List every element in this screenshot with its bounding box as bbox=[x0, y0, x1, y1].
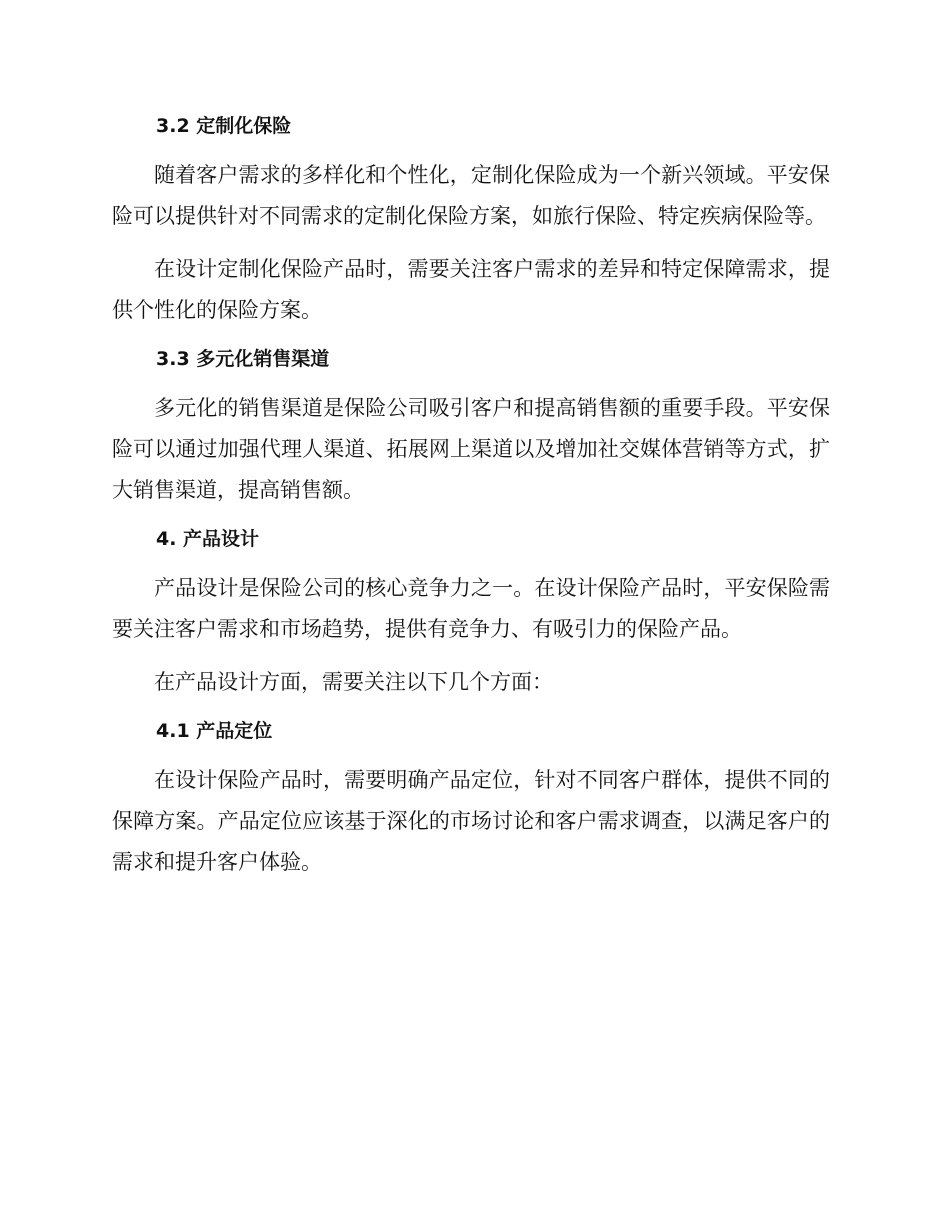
section-heading-3-2: 3.2 定制化保险 bbox=[156, 115, 292, 137]
section-heading-4: 4. 产品设计 bbox=[156, 528, 260, 550]
paragraph: 在设计定制化保险产品时，需要关注客户需求的差异和特定保障需求，提供个性化的保险方案。 bbox=[112, 257, 830, 322]
paragraph: 产品设计是保险公司的核心竞争力之一。在设计保险产品时，平安保险需要关注客户需求和市场趋势，提供有竞争力、有吸引力的保险产品。 bbox=[112, 576, 830, 641]
document-body bbox=[112, 110, 830, 895]
section-heading-4-1: 4.1 产品定位 bbox=[156, 720, 273, 742]
section-heading-3-3: 3.3 多元化销售渠道 bbox=[156, 348, 330, 370]
paragraph: 在产品设计方面，需要关注以下几个方面： bbox=[154, 670, 553, 694]
paragraph: 在设计保险产品时，需要明确产品定位，针对不同客户群体，提供不同的保障方案。产品定位应该基于深化的市场讨论和客户需求调查，以满足客户的需求和提升客户体验。 bbox=[112, 768, 830, 874]
paragraph: 随着客户需求的多样化和个性化，定制化保险成为一个新兴领域。平安保险可以提供针对不同需求的定制化保险方案，如旅行保险、特定疾病保险等。 bbox=[112, 163, 830, 228]
paragraph: 多元化的销售渠道是保险公司吸引客户和提高销售额的重要手段。平安保险可以通过加强代理人渠道、拓展网上渠道以及增加社交媒体营销等方式，扩大销售渠道，提高销售额。 bbox=[112, 396, 830, 502]
